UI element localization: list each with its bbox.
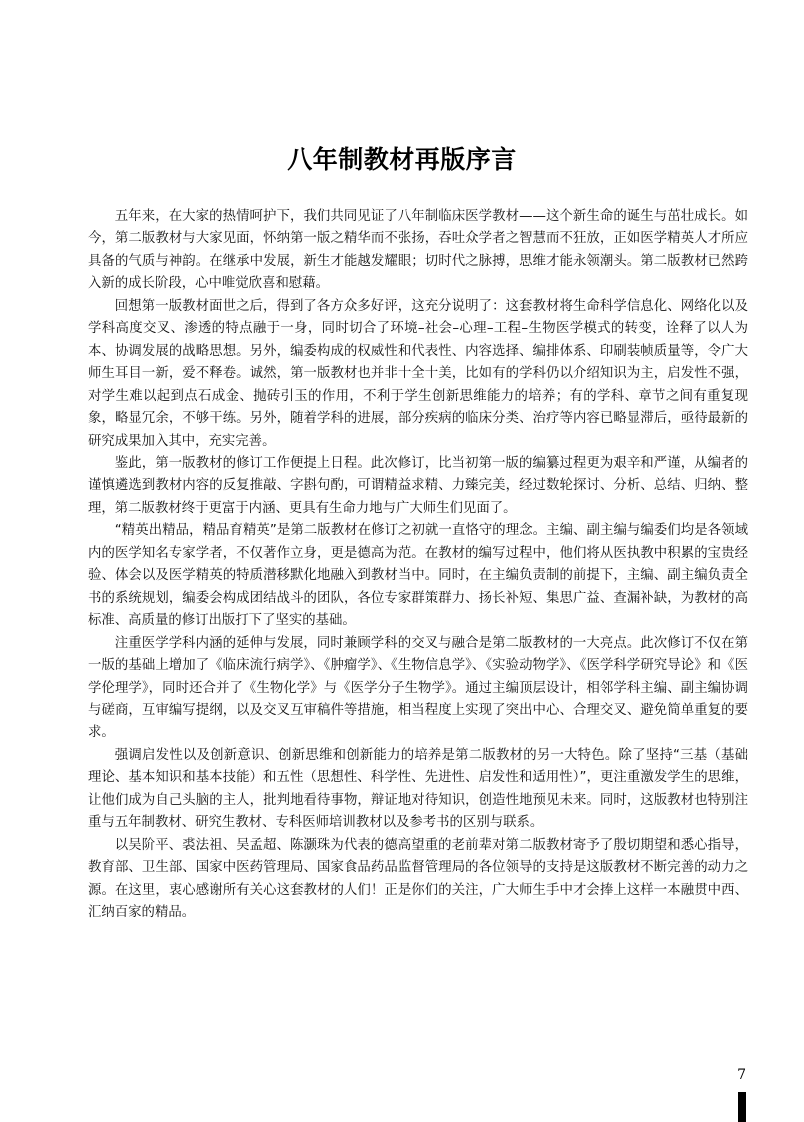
page-edge-bar bbox=[738, 1092, 746, 1122]
paragraph-5: 注重医学学科内涵的延伸与发展，同时兼顾学科的交叉与融合是第二版教材的一大亮点。此次修订不仅在第一版的基础上增加了《临床流行病学》、《肿瘤学》、《生物信息学》、《实验动物学》、《医学科学研究导论》和《医学伦理学》，同时还合并了《生物化学》与《医学分子生物学》。通过主编顶层设计，相邻学科主编、副主编协调与磋商，互审编写提纲，以及交叉互审稿件等措施，相当程度上实现了突出中心、合理交叉、避免简单重复的要求。 bbox=[88, 635, 748, 741]
paragraph-2: 回想第一版教材面世之后，得到了各方众多好评，这充分说明了：这套教材将生命科学信息化、网络化以及学科高度交叉、渗透的特点融于一身，同时切合了环境–社会–心理–工程–生物医学模式的转变，诠释了以人为本、协调发展的战略思想。另外，编委构成的权威性和代表性、内容选择、编排体系、印刷装帧质量等，令广大师生耳目一新，爱不释卷。诚然，第一版教材也并非十全十美，比如有的学科仍以介绍知识为主，启发性不强，对学生难以起到点石成金、抛砖引玉的作用，不利于学生创新思维能力的培养；有的学科、章节之间有重复现象，略显冗余，不够干练。另外，随着学科的进展，部分疾病的临床分类、治疗等内容已略显滞后，亟待最新的研究成果加入其中，充实完善。 bbox=[88, 298, 748, 449]
page-title: 八年制教材再版序言 bbox=[287, 145, 517, 174]
paragraph-1: 五年来，在大家的热情呵护下，我们共同见证了八年制临床医学教材——这个新生命的诞生与茁壮成长。如今，第二版教材与大家见面，怀纳第一版之精华而不张扬，吞吐众学者之智慧而不狂放，正如医学精英人才所应具备的气质与神韵。在继承中发展，新生才能越发耀眼；切时代之脉搏，思维才能永领潮头。第二版教材已然跨入新的成长阶段，心中唯觉欣喜和慰藉。 bbox=[88, 209, 748, 292]
paragraph-4: “精英出精品，精品育精英”是第二版教材在修订之初就一直恪守的理念。主编、副主编与编委们均是各领域内的医学知名专家学者，不仅著作立身，更是德高为范。在教材的编写过程中，他们将从医执教中积累的宝贵经验、体会以及医学精英的特质潜移默化地融入到教材当中。同时，在主编负责制的前提下，主编、副主编负责全书的系统规划，编委会构成团结战斗的团队，各位专家群策群力、扬长补短、集思广益、查漏补缺，为教材的高标准、高质量的修订出版打下了坚实的基础。 bbox=[88, 523, 748, 629]
paragraph-7: 以吴阶平、裘法祖、吴孟超、陈灏珠为代表的德高望重的老前辈对第二版教材寄予了殷切期望和悉心指导，教育部、卫生部、国家中医药管理局、国家食品药品监督管理局的各位领导的支持是这版教材不断完善的动力之源。在这里，衷心感谢所有关心这套教材的人们！正是你们的关注，广大师生手中才会捧上这样一本融贯中西、汇纳百家的精品。 bbox=[88, 837, 748, 921]
page-number: 7 bbox=[737, 1067, 746, 1083]
paragraph-6: 强调启发性以及创新意识、创新思维和创新能力的培养是第二版教材的另一大特色。除了坚持“三基（基础理论、基本知识和基本技能）和五性（思想性、科学性、先进性、启发性和适用性）”，更注重激发学生的思维，让他们成为自己头脑的主人，批判地看待事物，辩证地对待知识，创造性地预见未来。同时，这版教材也特别注重与五年制教材、研究生教材、专科医师培训教材以及参考书的区别与联系。 bbox=[88, 747, 748, 831]
preface-body bbox=[88, 206, 748, 925]
paragraph-3: 鉴此，第一版教材的修订工作便提上日程。此次修订，比当初第一版的编纂过程更为艰辛和严谨，从编者的谨慎遴选到教材内容的反复推敲、字斟句酌，可谓精益求精、力臻完美，经过数轮探讨、分析、总结、归纳、整理，第二版教材终于更富于内涵、更具有生命力地与广大师生们见面了。 bbox=[88, 455, 748, 516]
